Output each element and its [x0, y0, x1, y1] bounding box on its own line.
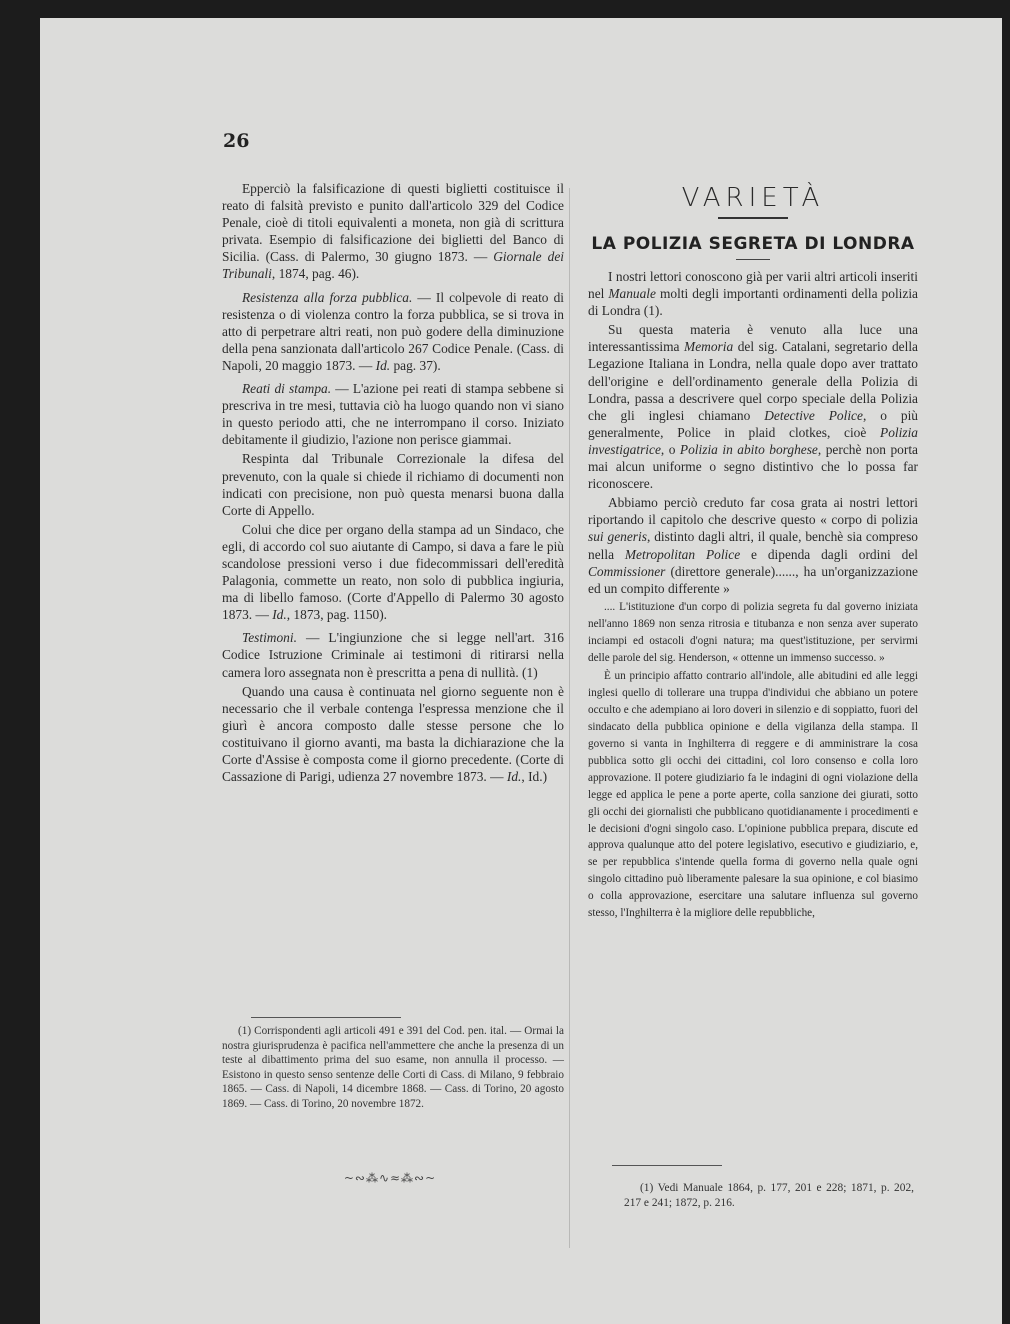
paragraph-reati-stampa: Reati di stampa. — L'azione pei reati di stampa sebbene si prescriva in tre mesi, tuttavia ciò ha luogo quando non vi siano in questo periodo atti, che ne interrompano il corso. Iniziato debitamente il giudizio, l'azione non perisce giammai.	[222, 381, 564, 448]
paragraph: Colui che dice per organo della stampa ad un Sindaco, che egli, di accordo col suo aiutante di Campo, si dava a fare le più scandolose pressioni verso i due fidecommissari dell'eredità Palagonia, commette un reato, non solo di pubblica ingiuria, ma di libello famoso. (Corte d'Appello di Palermo 30 agosto 1873. — Id., 1873, pag. 1150).	[222, 521, 564, 623]
subsection-heading: Testimoni.	[242, 630, 297, 646]
citation-source: Id.	[506, 769, 522, 785]
column-divider	[569, 188, 570, 1248]
footnote-text: (1) Vedi Manuale 1864, p. 177, 201 e 228; 1871, p. 202, 217 e 241; 1872, p. 216.	[624, 1182, 914, 1209]
document-page	[40, 18, 1002, 1324]
subsection-heading: Resistenza alla forza pubblica.	[242, 289, 413, 305]
citation-source: Manuale	[608, 286, 656, 302]
subsection-heading: Reati di stampa.	[242, 381, 332, 397]
footnote-left	[222, 1024, 564, 1112]
article-title: LA POLIZIA SEGRETA DI LONDRA	[591, 234, 915, 254]
ornament-flourish: ~∾⁂∿≈⁂∾~	[343, 1171, 437, 1185]
section-title: VARIETÀ	[681, 183, 825, 213]
footnote-divider	[612, 1165, 722, 1166]
section-rule	[718, 217, 788, 219]
footnote-divider	[251, 1017, 401, 1018]
paragraph-resistenza: Resistenza alla forza pubblica. — Il colpevole di reato di resistenza o di violenza contro la forza pubblica, se si trova in atto di perpetrare altri reati, non può godere della diminuzione della pena sanzionata dall'articolo 267 Codice Penale. (Cass. di Napoli, 20 maggio 1873. — Id. pag. 37).	[222, 289, 564, 373]
citation-source: Id.	[375, 357, 391, 373]
paragraph: Quando una causa è continuata nel giorno seguente non è necessario che il verbale contenga l'espressa menzione che il giurì è ancora composto dalle stesse persone che lo costituivano il giorno avanti, ma basta la dichiarazione che la Corte d'Assise è composta come il giorno precedente. (Corte di Cassazione di Parigi, udienza 27 novembre 1873. — Id., Id.)	[222, 683, 564, 785]
paragraph: Epperciò la falsificazione di questi biglietti costituisce il reato di falsità previsto e punito dall'articolo 329 del Codice Penale, cioè di titoli equivalenti a moneta, non già di scrittura privata. Esempio di falsificazione dei biglietti del Banco di Sicilia. (Cass. di Palermo, 30 giugno 1873. — Giornale dei Tribunali, 1874, pag. 46).	[222, 181, 564, 282]
footnote-text: (1) Corrispondenti agli articoli 491 e 391 del Cod. pen. ital. — Ormai la nostra giurisprudenza è pacifica nell'ammettere che anche la presenza di un teste al dibattimento prima del suo esame, non annulla il processo. — Esistono in questo senso sentenze delle Corti di Cass. di Milano, 9 febbraio 1865. — Cass. di Napoli, 14 dicembre 1868. — Cass. di Torino, 20 agosto 1869. — Cass. di Torino, 20 novembre 1872.	[222, 1025, 564, 1110]
citation-source: Giornale dei Tribunali	[222, 249, 564, 282]
paragraph-testimoni: Testimoni. — L'ingiunzione che si legge nell'art. 316 Codice Istruzione Criminale ai testimoni di ritirarsi nella camera loro assegnata non è prescritta a pena di nullità. (1)	[222, 630, 564, 680]
paragraph: Respinta dal Tribunale Correzionale la difesa del prevenuto, con la quale si chiede il richiamo di documenti non indicati con precisione, non può questa menarsi buona dalla Corte di Appello.	[222, 451, 564, 518]
right-column	[588, 183, 918, 924]
footnote-right	[624, 1181, 914, 1211]
quoted-excerpt	[588, 599, 918, 922]
quote-paragraph: È un principio affatto contrario all'indole, alle abitudini ed alle leggi inglesi quello di tollerare una truppa d'individui che abbiano un potere occulto e che adempiano ai loro doveri in silenzio e di soppiatto, fuori del sindacato della pubblica opinione e della vigilanza della stampa. Il governo si vanta in Inghilterra di reggere e di amministrare la cosa pubblica sotto gli occhi dei cittadini, col loro consenso e colla loro approvazione. Il potere giudiziario fa le indagini di ogni violazione della legge ed applica le pene a porte aperte, colla sanzione dei giurati, sotto gli occhi dei giornalisti che pubblicano quotidianamente i procedimenti e le decisioni d'ogni singolo caso. L'opinione pubblica prepara, discute ed approva qualunque atto del potere legislativo, esecutivo e giudiziario, e, se per repubblica s'intende quella forma di governo nella quale ogni singolo cittadino può liberamente palesare la sua opinione, e col biasimo o colla approvazione, esercitare una salutare influenza sul governo stesso, l'Inghilterra è la migliore delle repubbliche,	[588, 670, 918, 920]
page-number: 26	[223, 130, 250, 152]
quote-paragraph: .... L'istituzione d'un corpo di polizia segreta fu dal governo iniziata nell'anno 1869 non senza ritrosia e titubanza e non senza aver superato inciampi ed ostacoli d'ogni natura; ma quest'istituzione, per servirmi delle parole del sig. Henderson, « ottenne un immenso successo. »	[588, 600, 918, 664]
left-column	[222, 180, 564, 787]
paragraph: I nostri lettori conoscono già per varii altri articoli inseriti nel Manuale molti degli importanti ordinamenti della polizia di Londra (1).	[588, 269, 918, 319]
article-rule	[736, 259, 770, 260]
paragraph: Abbiamo perciò creduto far cosa grata ai nostri lettori riportando il capitolo che descrive questo « corpo di polizia sui generis, distinto dagli altri, il quale, benchè sia compreso nella Metropolitan Police e dipenda dagli ordini del Commissioner (direttore generale)......, ha un'organizzazione ed un compito differente »	[588, 495, 918, 596]
paragraph: Su questa materia è venuto alla luce una interessantissima Memoria del sig. Catalani, segretario della Legazione Italiana in Londra, nella quale dopo aver trattato dell'origine e dell'ordinamento generale della Polizia di Londra, passa a descrivere quel corpo speciale della Polizia che gli inglesi chiamano Detective Police, o più generalmente, Police in plaid clotkes, cioè Polizia investigatrice, o Polizia in abito borghese, perchè non porta mai alcun uniforme o segno distintivo che lo possa far riconoscere.	[588, 322, 918, 492]
citation-source: Id.	[272, 607, 287, 623]
